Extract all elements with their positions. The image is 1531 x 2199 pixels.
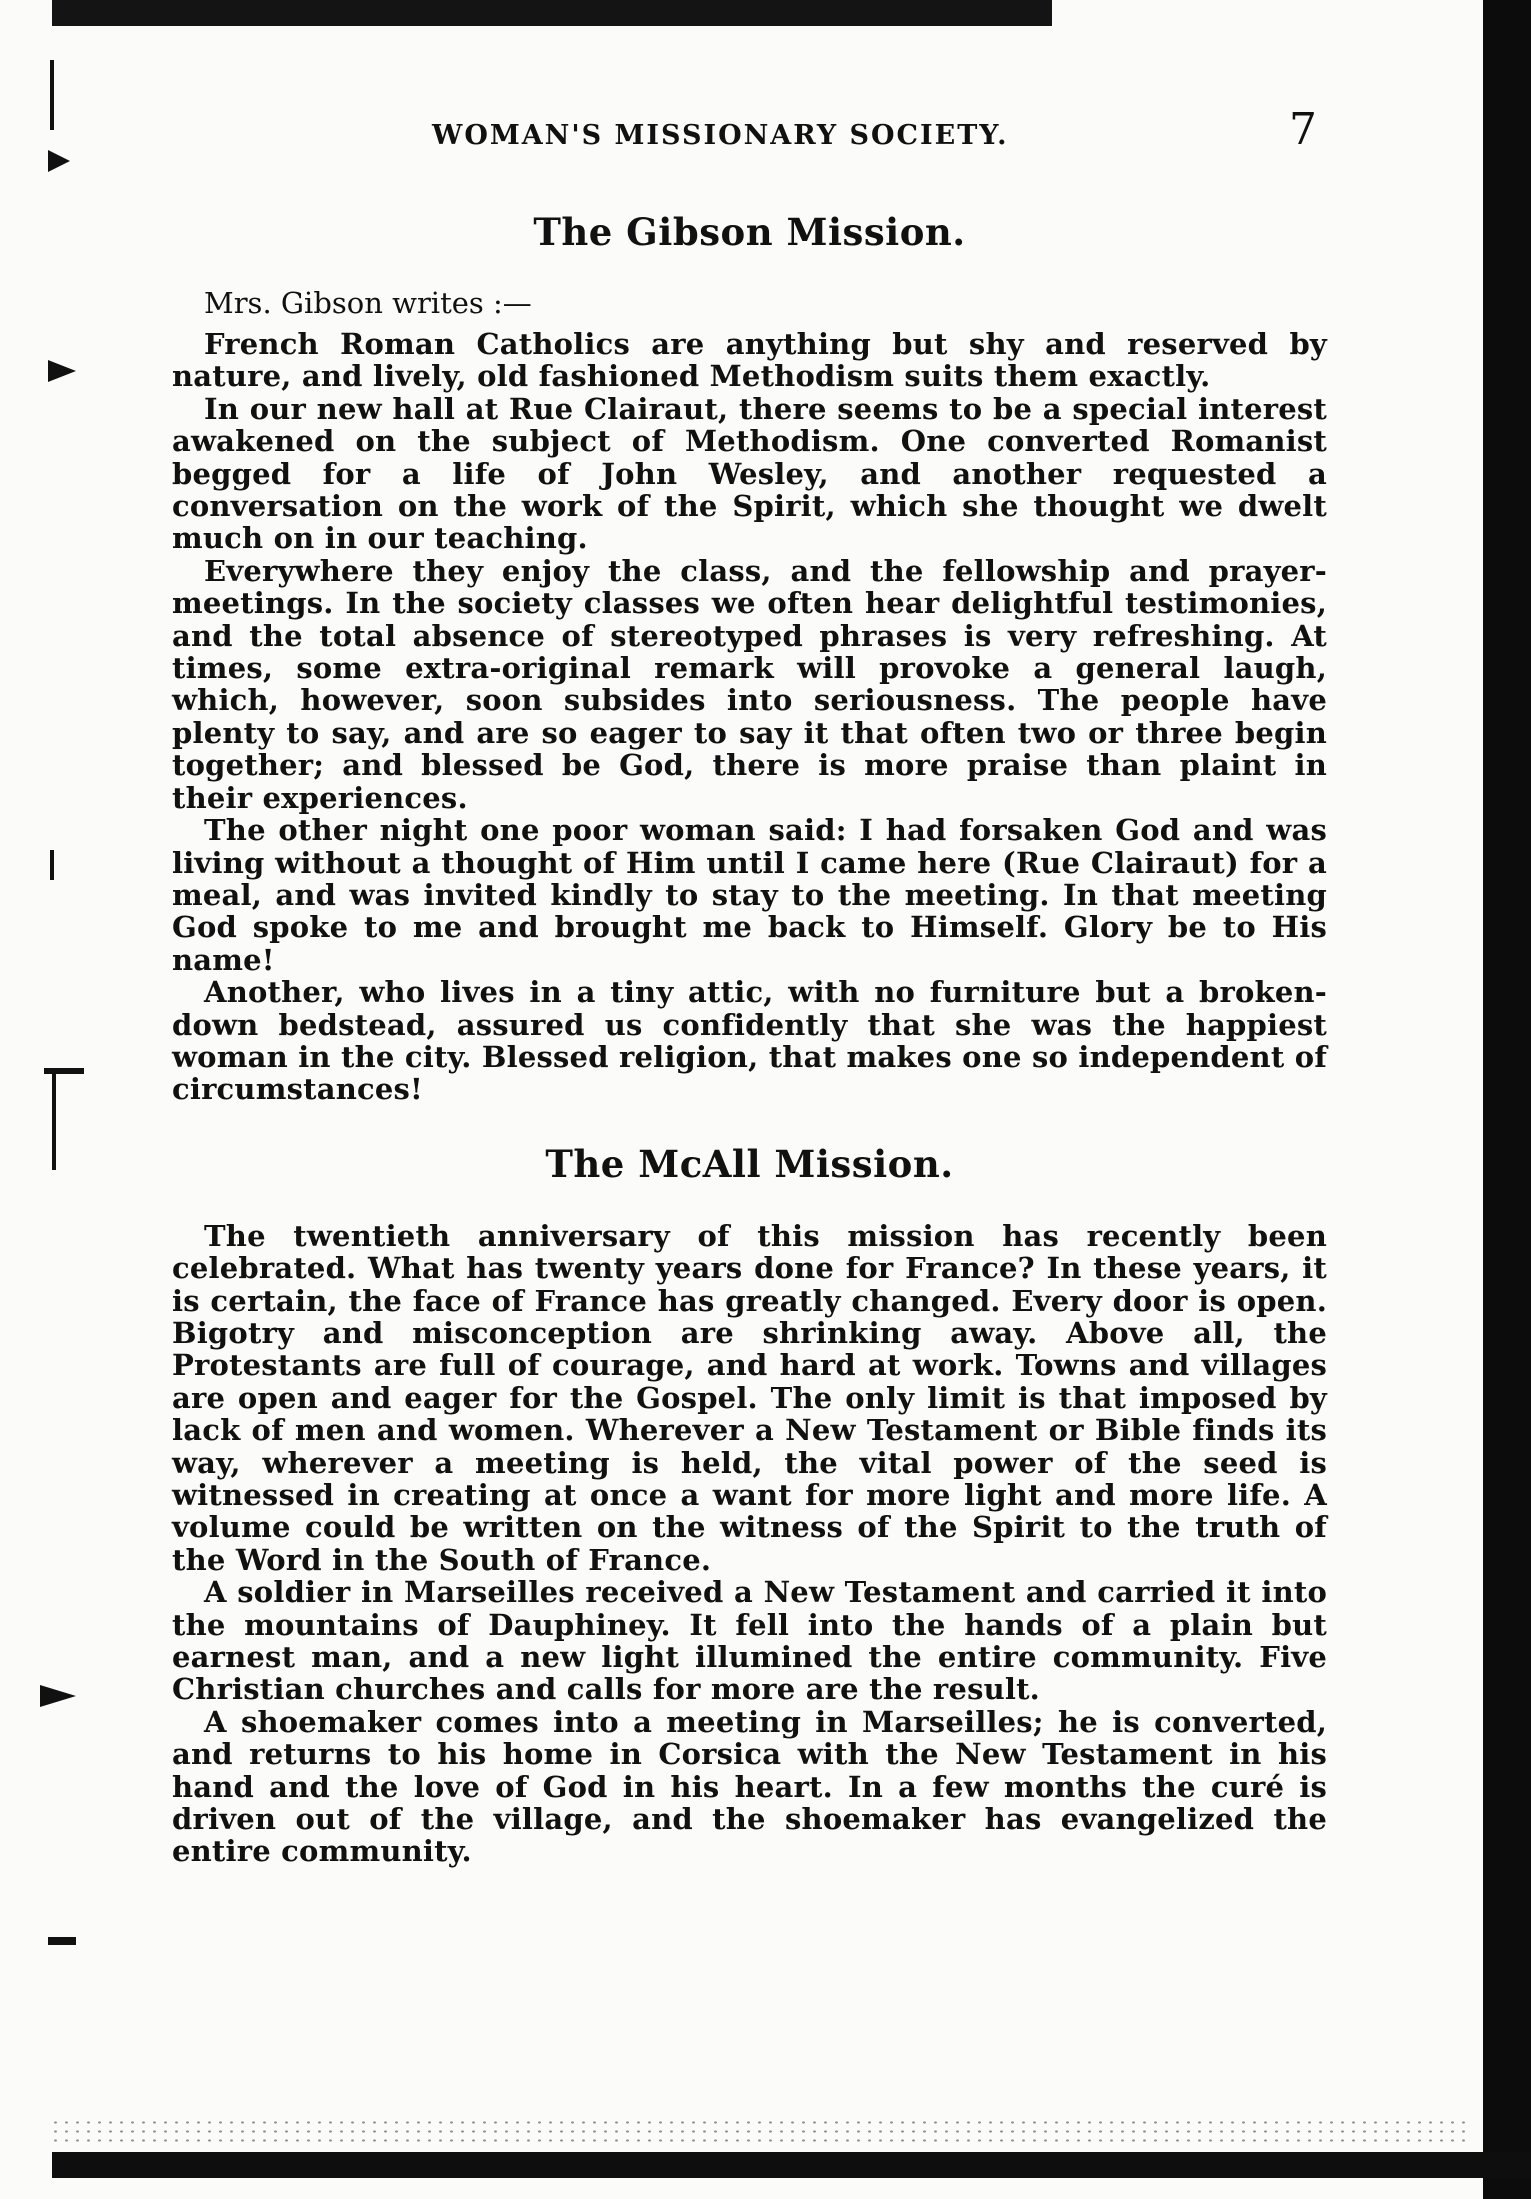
margin-mark	[48, 1937, 76, 1945]
paragraph: Everywhere they enjoy the class, and the fellowship and prayer-meetings. In the society classes we often hear delightful testimonies, and the total absence of stereotyped phrases is very refreshing. At times, some extra-original remark will provoke a general laugh, which, however, soon subsides into seriousness. The people have plenty to say, and are so eager to say it that often two or three begin together; and blessed be God, there is more praise than plaint in their experiences.	[172, 553, 1327, 815]
margin-mark	[52, 1070, 56, 1170]
byline: Mrs. Gibson writes :—	[204, 286, 532, 320]
paragraph: Another, who lives in a tiny attic, with no furniture but a broken-down bedstead, assured us confidently that she was the happiest woman in the city. Blessed religion, that makes one so independent of circumstances!	[172, 975, 1327, 1107]
margin-mark	[44, 1068, 84, 1074]
scan-border-right	[1483, 0, 1531, 2199]
paragraph: A shoemaker comes into a meeting in Marseilles; he is converted, and returns to his home in Corsica with the New Testament in his hand and the love of God in his heart. In a few months the curé is driven out of the village, and the shoemaker has evangelized the entire community.	[172, 1704, 1327, 1869]
paragraph: A soldier in Marseilles received a New Testament and carried it into the mountains of Dauphiney. It fell into the hands of a plain but earnest man, and a new light illumined the entire community. Five Christian churches and calls for more are the result.	[172, 1575, 1327, 1707]
scan-border-bottom	[52, 2152, 1531, 2178]
section-title-mcall-mission: The McAll Mission.	[545, 1141, 954, 1186]
margin-mark	[48, 150, 70, 172]
mcall-mission-body	[172, 1220, 1327, 1868]
paragraph: French Roman Catholics are anything but shy and reserved by nature, and lively, old fashioned Methodism suits them exactly.	[172, 327, 1327, 394]
page-header	[172, 100, 1327, 160]
running-title: WOMAN'S MISSIONARY SOCIETY.	[432, 120, 1009, 151]
margin-mark	[50, 850, 54, 880]
scan-noise-bottom	[50, 2118, 1471, 2144]
page-content	[172, 100, 1327, 1868]
margin-mark	[50, 60, 54, 130]
margin-mark	[48, 360, 76, 382]
paragraph: In our new hall at Rue Clairaut, there seems to be a special interest awakened on the subject of Methodism. One converted Romanist begged for a life of John Wesley, and another requested a conversation on the work of the Spirit, which she thought we dwelt much on in our teaching.	[172, 391, 1327, 556]
section-title-gibson-mission: The Gibson Mission.	[533, 210, 966, 254]
margin-mark	[40, 1685, 76, 1707]
gibson-mission-body	[172, 328, 1327, 1106]
page-number: 7	[1289, 104, 1317, 155]
scan-border-top	[52, 0, 1052, 26]
paragraph: The twentieth anniversary of this mission has recently been celebrated. What has twenty years done for France? In these years, it is certain, the face of France has greatly changed. Every door is open. Bigotry and misconception are shrinking away. Above all, the Protestants are full of courage, and hard at work. Towns and villages are open and eager for the Gospel. The only limit is that imposed by lack of men and women. Wherever a New Testament or Bible finds its way, wherever a meeting is held, the vital power of the seed is witnessed in creating at once a want for more light and more life. A volume could be written on the witness of the Spirit to the truth of the Word in the South of France.	[172, 1218, 1327, 1577]
paragraph: The other night one poor woman said: I had forsaken God and was living without a thought of Him until I came here (Rue Clairaut) for a meal, and was invited kindly to stay to the meeting. In that meeting God spoke to me and brought me back to Himself. Glory be to His name!	[172, 813, 1327, 977]
